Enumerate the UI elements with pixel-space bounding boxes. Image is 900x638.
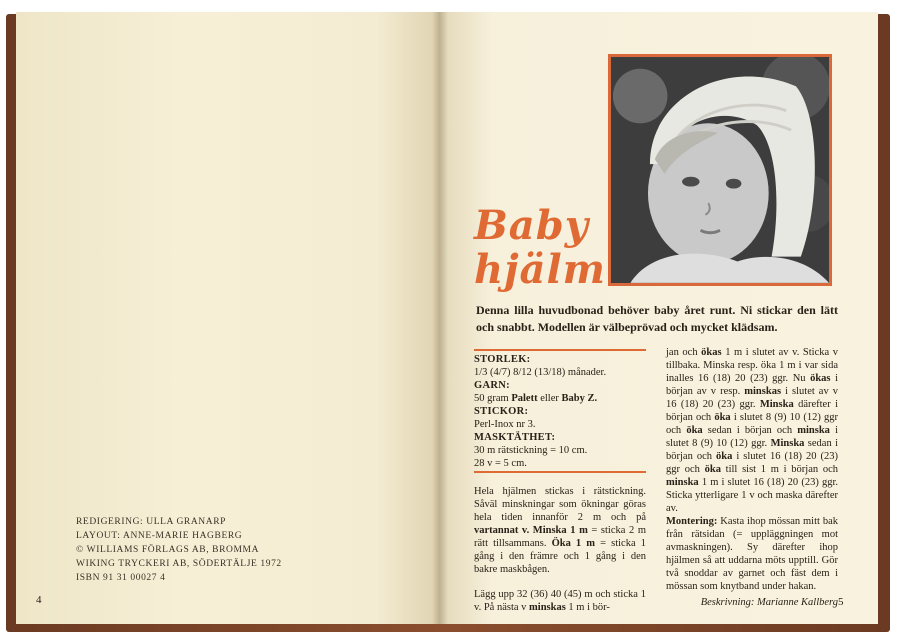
imprint-line: REDIGERING: ULLA GRANARP: [76, 517, 227, 527]
spec-value-gauge: 28 v = 5 cm.: [474, 458, 527, 469]
orange-rule: [474, 471, 646, 473]
spec-heading-gauge: MASKTÄTHET:: [474, 432, 556, 443]
imprint-line: © WILLIAMS FÖRLAGS AB, BROMMA: [76, 545, 260, 555]
pattern-title: [474, 204, 606, 292]
spec-value-size: 1/3 (4/7) 8/12 (13/18) månader.: [474, 367, 607, 378]
page-number-right: 5: [838, 596, 844, 608]
instructions-paragraph: Lägg upp 32 (36) 40 (45) m och sticka 1 v. På nästa v minskas 1 m i bör-: [474, 589, 646, 613]
title-line: Baby: [474, 202, 589, 249]
spec-heading-yarn: GARN:: [474, 380, 510, 391]
instructions-paragraph: Hela hjälmen stickas i rätstickning. Såväl minskningar som ökningar göras hela tiden innanför 2 m och på vartannat v. Minska 1 m = sticka 2 m rätt tillsammans. Öka 1 m = sticka 1 gång i den främre och 1 gång i den bakre maskbågen.: [474, 486, 646, 575]
spec-value-gauge: 30 m rätstickning = 10 cm.: [474, 445, 588, 456]
assembly-paragraph: Montering: Kasta ihop mössan mitt bak från rätsidan (= uppläggningen mot avmaskningen). Sy därefter ihop hjälmen så att uddarna möts upptill. Gör två snoddar av garnet och fäst dem i mössan som knytband under hakan.: [666, 516, 838, 592]
author-signature: Beskrivning: Marianne Kallberg: [700, 597, 838, 608]
instructions-paragraph: jan och ökas 1 m i slutet av v. Sticka v tillbaka. Minska resp. öka 1 m i var sida inalles 16 (18) 20 (23) ggr. Nu ökas i början av v resp. minskas i slutet av v 16 (18) 20 (23) ggr. Minska därefter i början och öka i slutet 8 (9) 10 (12) ggr och öka sedan i början och minska i slutet 8 (9) 10 (12) ggr. Minska sedan i början och öka i slutet 16 (18) 20 (23) ggr och öka till sist 1 m i början och minska 1 m i slutet 16 (18) 20 (23) ggr. Sticka ytterligare 1 v och maska därefter av.: [666, 347, 839, 514]
page-number-left: 4: [36, 594, 42, 606]
specs-column: [474, 348, 646, 614]
imprint-line: LAYOUT: ANNE-MARIE HAGBERG: [76, 531, 243, 541]
imprint-line: WIKING TRYCKERI AB, SÖDERTÄLJE 1972: [76, 559, 282, 569]
baby-photo: [608, 54, 832, 286]
spec-heading-needles: STICKOR:: [474, 406, 529, 417]
spec-value-needles: Perl-Inox nr 3.: [474, 419, 536, 430]
imprint-line: ISBN 91 31 00027 4: [76, 573, 166, 583]
spec-heading-size: STORLEK:: [474, 354, 531, 365]
orange-rule: [474, 349, 646, 351]
imprint-block: [76, 515, 282, 585]
spec-value-yarn: 50 gram Palett eller Baby Z.: [474, 393, 598, 404]
title-line: hjälm: [474, 246, 606, 293]
baby-photo-illustration: [611, 57, 829, 283]
book-gutter: [432, 12, 448, 624]
intro-text: Denna lilla huvudbonad behöver baby året runt. Ni stickar den lätt och snabbt. Modellen är välbeprövad och mycket klädsam.: [476, 303, 838, 334]
instructions-column: [666, 346, 838, 609]
